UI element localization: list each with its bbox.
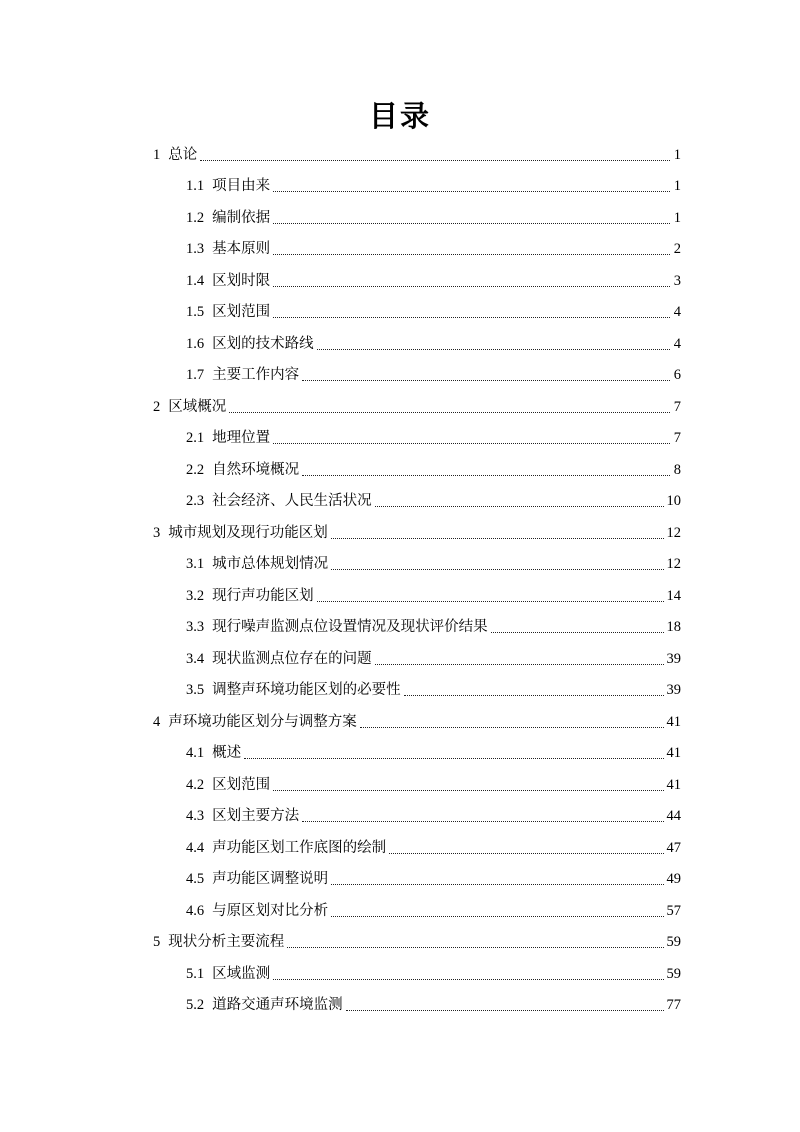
toc-section-entry[interactable] xyxy=(0,612,681,644)
toc-entry-label: 区划时限 xyxy=(212,272,271,289)
dot-leader xyxy=(331,568,663,570)
toc-section-entry[interactable] xyxy=(0,580,681,612)
dot-leader xyxy=(273,978,663,980)
toc-entry-page-number: 4 xyxy=(673,304,681,321)
toc-entry-page-number: 4 xyxy=(673,335,681,352)
toc-chapter-entry[interactable] xyxy=(0,927,681,959)
toc-entry-number: 2 xyxy=(153,398,161,415)
toc-entry-number: 4.3 xyxy=(186,808,205,825)
dot-leader xyxy=(244,757,663,759)
toc-entry-number: 4.5 xyxy=(186,871,205,888)
toc-entry-number: 4.6 xyxy=(186,902,205,919)
toc-section-entry[interactable] xyxy=(0,958,681,990)
toc-section-entry[interactable] xyxy=(0,360,681,392)
toc-entry-page-number: 39 xyxy=(666,650,681,667)
toc-entry-number: 4.2 xyxy=(186,776,205,793)
toc-entry-page-number: 10 xyxy=(666,493,681,510)
toc-section-entry[interactable] xyxy=(0,832,681,864)
dot-leader xyxy=(375,663,664,665)
toc-entry-number: 2.1 xyxy=(186,430,205,447)
dot-leader xyxy=(317,348,670,350)
toc-entry-number: 2.2 xyxy=(186,461,205,478)
toc-section-entry[interactable] xyxy=(0,549,681,581)
toc-entry-number: 2.3 xyxy=(186,493,205,510)
toc-entry-page-number: 8 xyxy=(673,461,681,478)
toc-entry-number: 4.4 xyxy=(186,839,205,856)
toc-section-entry[interactable] xyxy=(0,675,681,707)
toc-entry-page-number: 59 xyxy=(666,965,681,982)
toc-section-entry[interactable] xyxy=(0,990,681,1022)
dot-leader xyxy=(375,505,664,507)
toc-section-entry[interactable] xyxy=(0,297,681,329)
toc-entry-page-number: 12 xyxy=(666,556,681,573)
dot-leader xyxy=(317,600,664,602)
toc-entry-number: 1.6 xyxy=(186,335,205,352)
toc-section-entry[interactable] xyxy=(0,202,681,234)
toc-entry-label: 声环境功能区划分与调整方案 xyxy=(168,713,357,730)
toc-entry-label: 现行噪声监测点位设置情况及现状评价结果 xyxy=(212,619,488,636)
toc-entry-page-number: 1 xyxy=(673,178,681,195)
toc-entry-number: 3 xyxy=(153,524,161,541)
toc-entry-page-number: 57 xyxy=(666,902,681,919)
toc-section-entry[interactable] xyxy=(0,864,681,896)
toc-entry-number: 1 xyxy=(153,146,161,163)
toc-entry-page-number: 41 xyxy=(666,713,681,730)
page-title: 目录 xyxy=(368,101,431,133)
toc-entry-page-number: 2 xyxy=(673,241,681,258)
toc-entry-label: 区划范围 xyxy=(212,304,271,321)
dot-leader xyxy=(273,442,670,444)
toc-entry-label: 主要工作内容 xyxy=(212,367,300,384)
toc-section-entry[interactable] xyxy=(0,738,681,770)
dot-leader xyxy=(273,190,670,192)
toc-chapter-entry[interactable] xyxy=(0,706,681,738)
dot-leader xyxy=(200,159,670,161)
dot-leader xyxy=(331,537,664,539)
dot-leader xyxy=(389,852,663,854)
toc-section-entry[interactable] xyxy=(0,265,681,297)
toc-entry-number: 4.1 xyxy=(186,745,205,762)
toc-chapter-entry[interactable] xyxy=(0,391,681,423)
toc-entry-page-number: 49 xyxy=(666,871,681,888)
toc-section-entry[interactable] xyxy=(0,895,681,927)
toc-entry-number: 5 xyxy=(153,934,161,951)
dot-leader xyxy=(229,411,670,413)
toc-entry-label: 现状分析主要流程 xyxy=(168,934,285,951)
dot-leader xyxy=(360,726,664,728)
toc-entry-number: 5.2 xyxy=(186,997,205,1014)
toc-section-entry[interactable] xyxy=(0,171,681,203)
toc-entry-label: 城市规划及现行功能区划 xyxy=(168,524,328,541)
toc-entry-number: 3.2 xyxy=(186,587,205,604)
toc-entry-label: 声功能区划工作底图的绘制 xyxy=(212,839,387,856)
toc-chapter-entry[interactable] xyxy=(0,517,681,549)
toc-entry-number: 1.1 xyxy=(186,178,205,195)
toc-entry-label: 现行声功能区划 xyxy=(212,587,314,604)
toc-entry-label: 基本原则 xyxy=(212,241,271,258)
toc-entry-label: 声功能区调整说明 xyxy=(212,871,329,888)
toc-entry-page-number: 77 xyxy=(666,997,681,1014)
toc-entry-label: 区划的技术路线 xyxy=(212,335,314,352)
dot-leader xyxy=(346,1009,664,1011)
toc-entry-number: 1.5 xyxy=(186,304,205,321)
toc-entry-number: 1.7 xyxy=(186,367,205,384)
toc-section-entry[interactable] xyxy=(0,801,681,833)
toc-entry-number: 1.2 xyxy=(186,209,205,226)
toc-entry-number: 1.4 xyxy=(186,272,205,289)
toc-entry-page-number: 14 xyxy=(666,587,681,604)
toc-entry-page-number: 39 xyxy=(666,682,681,699)
dot-leader xyxy=(302,820,663,822)
dot-leader xyxy=(491,631,664,633)
dot-leader xyxy=(404,694,664,696)
toc-section-entry[interactable] xyxy=(0,769,681,801)
toc-entry-number: 1.3 xyxy=(186,241,205,258)
toc-entry-label: 现状监测点位存在的问题 xyxy=(212,650,372,667)
toc-section-entry[interactable] xyxy=(0,423,681,455)
toc-section-entry[interactable] xyxy=(0,643,681,675)
toc-section-entry[interactable] xyxy=(0,454,681,486)
toc-entry-label: 调整声环境功能区划的必要性 xyxy=(212,682,401,699)
toc-entry-label: 项目由来 xyxy=(212,178,271,195)
toc-entry-page-number: 18 xyxy=(666,619,681,636)
toc-chapter-entry[interactable] xyxy=(0,139,681,171)
toc-entry-label: 城市总体规划情况 xyxy=(212,556,329,573)
toc-entry-number: 4 xyxy=(153,713,161,730)
toc-entry-page-number: 3 xyxy=(673,272,681,289)
dot-leader xyxy=(273,789,663,791)
toc-entry-label: 社会经济、人民生活状况 xyxy=(212,493,372,510)
toc-entry-page-number: 7 xyxy=(673,398,681,415)
toc-entry-number: 3.4 xyxy=(186,650,205,667)
toc-entry-page-number: 12 xyxy=(666,524,681,541)
toc-entry-page-number: 1 xyxy=(673,209,681,226)
dot-leader xyxy=(273,253,670,255)
toc-entry-label: 区划范围 xyxy=(212,776,271,793)
table-of-contents xyxy=(0,139,800,1021)
toc-entry-label: 自然环境概况 xyxy=(212,461,300,478)
toc-entry-label: 区域概况 xyxy=(168,398,227,415)
toc-entry-number: 3.1 xyxy=(186,556,205,573)
toc-entry-page-number: 47 xyxy=(666,839,681,856)
toc-entry-label: 编制依据 xyxy=(212,209,271,226)
dot-leader xyxy=(273,316,670,318)
toc-entry-label: 地理位置 xyxy=(212,430,271,447)
toc-entry-number: 3.5 xyxy=(186,682,205,699)
toc-entry-page-number: 41 xyxy=(666,776,681,793)
toc-entry-label: 区划主要方法 xyxy=(212,808,300,825)
toc-entry-page-number: 41 xyxy=(666,745,681,762)
dot-leader xyxy=(302,379,670,381)
dot-leader xyxy=(331,915,663,917)
toc-entry-page-number: 44 xyxy=(666,808,681,825)
toc-entry-page-number: 6 xyxy=(673,367,681,384)
dot-leader xyxy=(302,474,670,476)
dot-leader xyxy=(273,285,670,287)
toc-entry-label: 与原区划对比分析 xyxy=(212,902,329,919)
toc-entry-page-number: 7 xyxy=(673,430,681,447)
dot-leader xyxy=(331,883,663,885)
dot-leader xyxy=(273,222,670,224)
toc-entry-page-number: 59 xyxy=(666,934,681,951)
toc-section-entry[interactable] xyxy=(0,486,681,518)
toc-entry-number: 5.1 xyxy=(186,965,205,982)
toc-entry-label: 总论 xyxy=(168,146,198,163)
toc-entry-label: 道路交通声环境监测 xyxy=(212,997,343,1014)
toc-entry-label: 概述 xyxy=(212,745,242,762)
toc-entry-label: 区域监测 xyxy=(212,965,271,982)
toc-section-entry[interactable] xyxy=(0,234,681,266)
toc-entry-number: 3.3 xyxy=(186,619,205,636)
dot-leader xyxy=(287,946,663,948)
toc-entry-page-number: 1 xyxy=(673,146,681,163)
toc-section-entry[interactable] xyxy=(0,328,681,360)
